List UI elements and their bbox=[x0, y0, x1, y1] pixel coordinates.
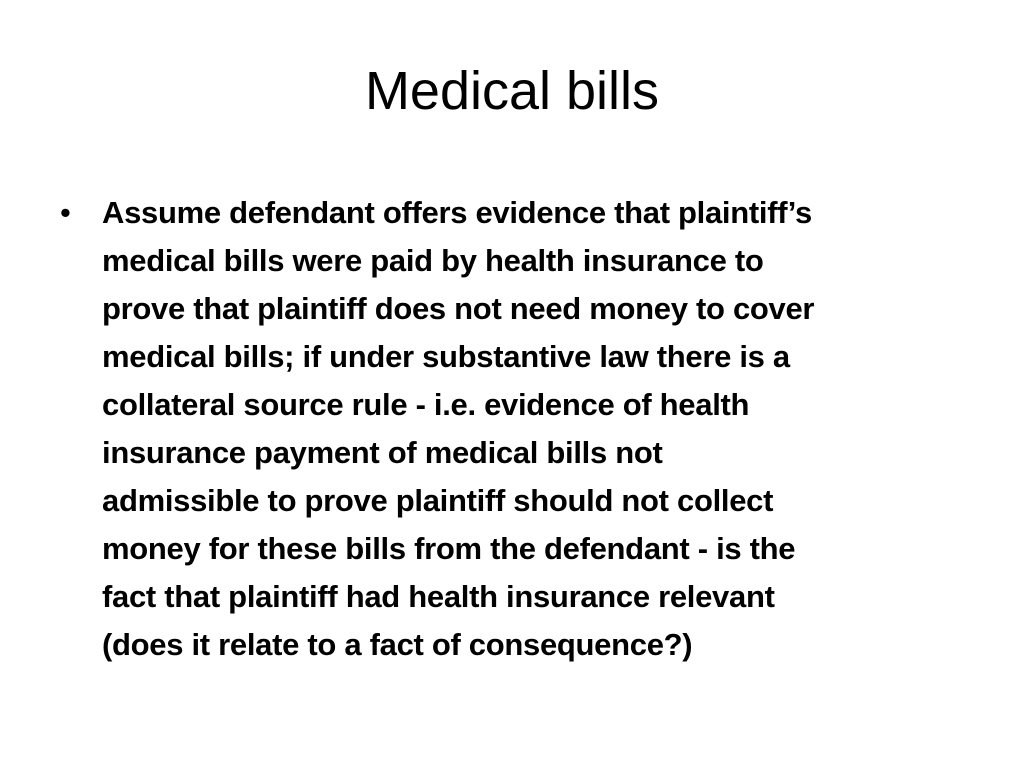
bullet-text-line: collateral source rule - i.e. evidence of health bbox=[102, 387, 750, 422]
bullet-item bbox=[60, 189, 980, 669]
bullet-text-line: Assume defendant offers evidence that plaintiff’s bbox=[102, 195, 812, 230]
bullet-text-line: medical bills; if under substantive law there is a bbox=[102, 339, 790, 374]
bullet-icon: • bbox=[60, 195, 71, 230]
bullet-text-line: medical bills were paid by health insurance to bbox=[102, 243, 764, 278]
bullet-text-line: admissible to prove plaintiff should not collect bbox=[102, 483, 774, 518]
bullet-text-line: money for these bills from the defendant - is the bbox=[102, 531, 796, 566]
bullet-text-line: prove that plaintiff does not need money to cover bbox=[102, 291, 815, 326]
bullet-text-line: (does it relate to a fact of consequence?) bbox=[102, 627, 693, 662]
bullet-list bbox=[60, 189, 980, 669]
slide-title: Medical bills bbox=[364, 61, 660, 121]
bullet-text-line: fact that plaintiff had health insurance relevant bbox=[102, 579, 775, 614]
bullet-text-line: insurance payment of medical bills not bbox=[102, 435, 663, 470]
